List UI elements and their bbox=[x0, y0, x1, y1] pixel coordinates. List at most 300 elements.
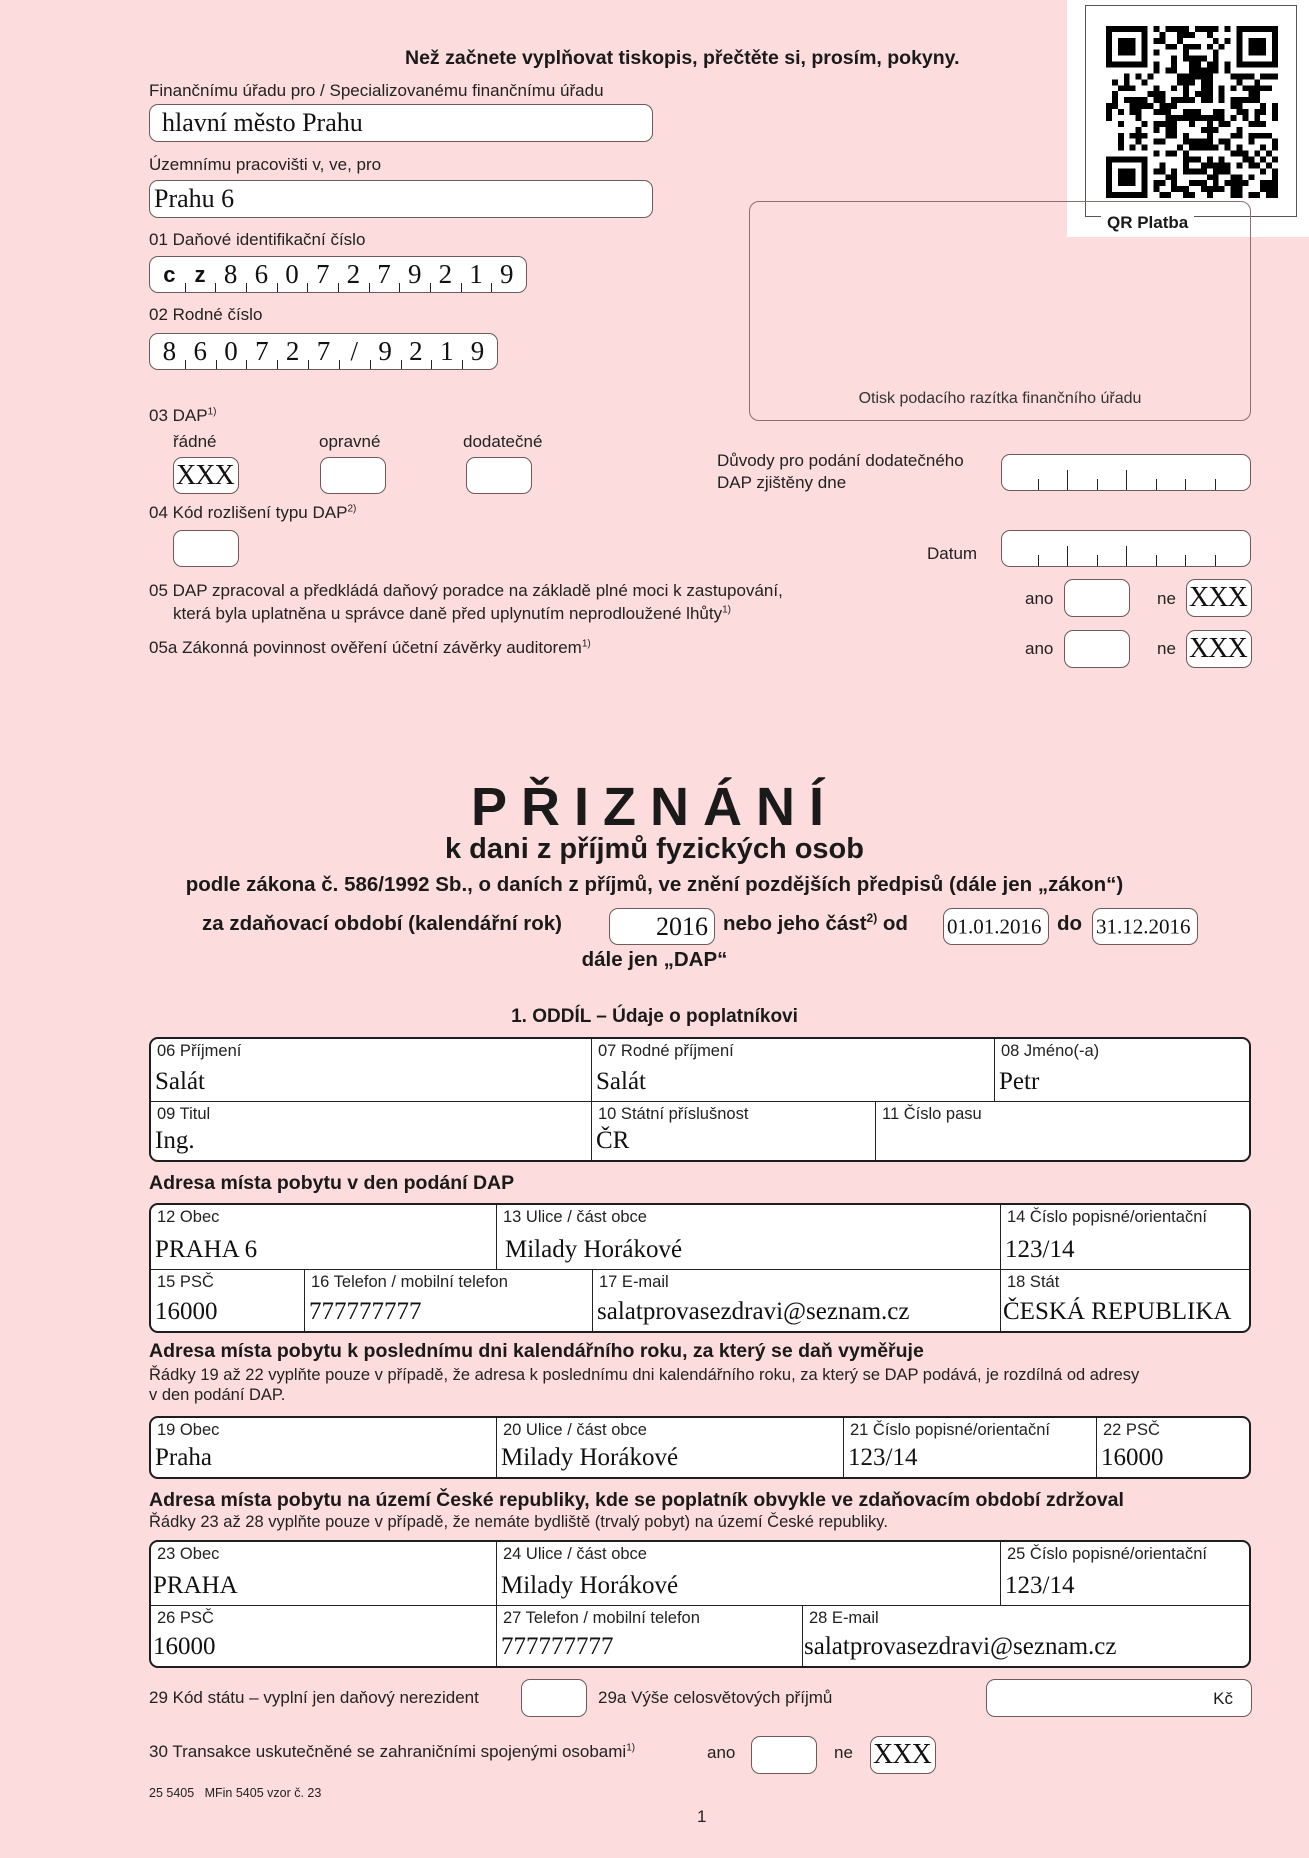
instruction-header: Než začnete vyplňovat tiskopis, přečtěte si, prosím, pokyny. bbox=[405, 47, 960, 69]
birth-surname-cell[interactable] bbox=[592, 1039, 994, 1101]
qr-module bbox=[1236, 192, 1242, 198]
filing-city-label: 12 Obec bbox=[157, 1208, 220, 1226]
qr-module bbox=[1118, 121, 1124, 127]
period-to-field[interactable] bbox=[1092, 908, 1198, 945]
qr-label: QR Platba bbox=[1101, 213, 1194, 233]
dap-type-label-text: 03 DAP bbox=[149, 406, 208, 425]
tax-id-field[interactable] bbox=[149, 256, 527, 293]
qr-module bbox=[1177, 97, 1183, 103]
birth-surname-value: Salát bbox=[596, 1068, 646, 1095]
qr-module bbox=[1213, 180, 1219, 186]
qr-module bbox=[1136, 127, 1142, 133]
filing-country-label: 18 Stát bbox=[1007, 1273, 1060, 1291]
filing-email-value: salatprovasezdravi@seznam.cz bbox=[597, 1298, 910, 1325]
passport-cell[interactable] bbox=[876, 1102, 1249, 1160]
qr-module bbox=[1106, 103, 1112, 109]
qr-module bbox=[1201, 68, 1207, 74]
qr-module bbox=[1183, 44, 1189, 50]
qr-module bbox=[1118, 168, 1136, 186]
qr-module bbox=[1201, 180, 1207, 186]
address-cz-note: Řádky 23 až 28 vyplňte pouze v případě, že nemáte bydliště (trvalý pobyt) na území České republiky. bbox=[149, 1513, 888, 1531]
qr-module bbox=[1195, 44, 1201, 50]
ye-street-cell[interactable] bbox=[497, 1418, 843, 1477]
qr-module bbox=[1177, 145, 1183, 151]
qr-module bbox=[1207, 79, 1213, 85]
qr-module bbox=[1201, 127, 1207, 133]
qr-module bbox=[1219, 109, 1225, 115]
qr-module bbox=[1177, 38, 1183, 44]
date-comb-cell bbox=[1008, 531, 1038, 566]
cz-street-cell[interactable] bbox=[497, 1542, 1000, 1605]
qr-module bbox=[1225, 26, 1231, 32]
qr-module bbox=[1136, 133, 1142, 139]
qr-module bbox=[1225, 68, 1231, 74]
qr-module bbox=[1124, 73, 1130, 79]
ye-street-value: Milady Horákové bbox=[501, 1444, 679, 1471]
dap-code-field[interactable] bbox=[173, 530, 239, 567]
citizenship-cell[interactable] bbox=[592, 1102, 875, 1160]
birth-number-field[interactable] bbox=[149, 333, 498, 370]
qr-module bbox=[1142, 133, 1148, 139]
q29a-income-field[interactable] bbox=[986, 1679, 1252, 1717]
qr-module bbox=[1254, 121, 1260, 127]
qr-module bbox=[1201, 115, 1207, 121]
q05-yes-label: ano bbox=[1025, 589, 1054, 608]
date-comb-cell bbox=[1008, 455, 1038, 490]
qr-module bbox=[1165, 127, 1171, 133]
qr-module bbox=[1254, 151, 1260, 157]
qr-module bbox=[1171, 62, 1177, 68]
qr-module bbox=[1183, 151, 1189, 157]
qr-module bbox=[1189, 168, 1195, 174]
qr-module bbox=[1236, 103, 1242, 109]
comb-cell: 0 bbox=[216, 334, 247, 369]
dap-type-label bbox=[149, 406, 217, 426]
qr-module bbox=[1136, 73, 1142, 79]
qr-module bbox=[1236, 151, 1242, 157]
filing-phone-value: 777777777 bbox=[309, 1298, 422, 1325]
qr-module bbox=[1153, 85, 1159, 91]
qr-module bbox=[1207, 73, 1213, 79]
qr-module bbox=[1207, 91, 1213, 97]
filing-city-cell[interactable] bbox=[151, 1205, 496, 1269]
office-label: Finančnímu úřadu pro / Specializovanému finančnímu úřadu bbox=[149, 81, 604, 100]
qr-module bbox=[1171, 44, 1177, 50]
qr-module bbox=[1189, 156, 1195, 162]
dap-code-label bbox=[149, 503, 356, 523]
qr-module bbox=[1207, 156, 1213, 162]
qr-module bbox=[1159, 109, 1165, 115]
qr-module bbox=[1177, 73, 1183, 79]
qr-module bbox=[1236, 145, 1242, 151]
qr-module bbox=[1112, 97, 1118, 103]
qr-module bbox=[1266, 73, 1272, 79]
surname-label: 06 Příjmení bbox=[157, 1042, 242, 1060]
qr-module bbox=[1118, 85, 1124, 91]
qr-module bbox=[1201, 139, 1207, 145]
q05-no-box[interactable] bbox=[1186, 579, 1252, 617]
qr-module bbox=[1183, 73, 1189, 79]
qr-module bbox=[1189, 79, 1195, 85]
form-subtitle: k dani z příjmů fyzických osob bbox=[445, 833, 864, 865]
cz-email-cell[interactable] bbox=[803, 1606, 1249, 1666]
qr-module bbox=[1231, 192, 1237, 198]
qr-module bbox=[1254, 85, 1260, 91]
address-year-end-note-1: Řádky 19 až 22 vyplňte pouze v případě, že adresa k poslednímu dni kalendářního roku, za který se DAP podává, je rozdílná od adresy bbox=[149, 1366, 1140, 1384]
qr-module bbox=[1242, 85, 1248, 91]
ye-street-label: 20 Ulice / část obce bbox=[503, 1421, 647, 1439]
qr-module bbox=[1189, 97, 1195, 103]
q05a-no-box[interactable] bbox=[1186, 630, 1252, 668]
qr-module bbox=[1236, 133, 1242, 139]
qr-module bbox=[1266, 162, 1272, 168]
period-part-footnote: 2) bbox=[866, 911, 878, 926]
qr-module bbox=[1231, 180, 1237, 186]
q05a-yes-label: ano bbox=[1025, 639, 1054, 658]
qr-module bbox=[1189, 192, 1195, 198]
branch-value: Prahu 6 bbox=[154, 184, 235, 213]
qr-module bbox=[1266, 186, 1272, 192]
qr-module bbox=[1153, 127, 1159, 133]
date-comb-cell bbox=[1097, 455, 1127, 490]
qr-module bbox=[1165, 44, 1171, 50]
period-to-label: do bbox=[1057, 912, 1083, 935]
qr-module bbox=[1183, 156, 1189, 162]
qr-module bbox=[1213, 26, 1219, 32]
dap-option-regular-value: XXX bbox=[176, 459, 234, 491]
qr-module bbox=[1112, 91, 1118, 97]
qr-module bbox=[1130, 103, 1136, 109]
qr-module bbox=[1201, 145, 1207, 151]
qr-module bbox=[1242, 97, 1248, 103]
date-comb-cell bbox=[1156, 531, 1186, 566]
qr-module bbox=[1177, 115, 1183, 121]
date-field[interactable] bbox=[1001, 530, 1251, 567]
qr-module bbox=[1272, 145, 1278, 151]
qr-code-icon bbox=[1106, 26, 1278, 198]
tax-id-label: 01 Daňové identifikační číslo bbox=[149, 230, 366, 249]
filing-street-label: 13 Ulice / část obce bbox=[503, 1208, 647, 1226]
q05-text-line2-text: která byla uplatněna u správce daně před uplynutím neprodloužené lhůty bbox=[173, 604, 723, 623]
ye-city-cell[interactable] bbox=[151, 1418, 496, 1477]
address-cz-heading: Adresa místa pobytu na území České republiky, kde se poplatník obvykle ve zdaňovacím období zdržoval bbox=[149, 1489, 1124, 1511]
cz-zip-value: 16000 bbox=[153, 1633, 216, 1660]
qr-module bbox=[1236, 73, 1242, 79]
dap-option-supplementary-box[interactable] bbox=[466, 457, 532, 494]
qr-module bbox=[1171, 168, 1177, 174]
dap-abbreviation-note: dále jen „DAP“ bbox=[581, 948, 728, 971]
qr-module bbox=[1236, 180, 1242, 186]
comb-cell: 7 bbox=[308, 334, 339, 369]
office-field[interactable] bbox=[149, 104, 653, 142]
qr-module bbox=[1165, 192, 1171, 198]
q29-label: 29 Kód státu – vyplní jen daňový nerezident bbox=[149, 1688, 479, 1707]
qr-module bbox=[1189, 180, 1195, 186]
qr-module bbox=[1195, 109, 1201, 115]
period-from-value: 01.01.2016 bbox=[947, 914, 1042, 938]
qr-module bbox=[1183, 26, 1189, 32]
qr-module bbox=[1248, 121, 1254, 127]
q05-text-line2 bbox=[173, 604, 731, 624]
q05a-text bbox=[149, 638, 591, 658]
qr-module bbox=[1177, 26, 1183, 32]
period-label: za zdaňovací období (kalendářní rok) bbox=[202, 912, 562, 935]
qr-module bbox=[1260, 180, 1266, 186]
cz-number-cell[interactable] bbox=[1001, 1542, 1249, 1605]
qr-module bbox=[1153, 168, 1159, 174]
filing-country-cell[interactable] bbox=[1001, 1270, 1249, 1331]
address-year-end-heading: Adresa místa pobytu k poslednímu dni kalendářního roku, za který se daň vyměřuje bbox=[149, 1340, 924, 1362]
qr-module bbox=[1189, 145, 1195, 151]
qr-module bbox=[1195, 145, 1201, 151]
qr-module bbox=[1165, 109, 1171, 115]
qr-module bbox=[1207, 162, 1213, 168]
qr-module bbox=[1195, 156, 1201, 162]
qr-module bbox=[1195, 180, 1201, 186]
qr-module bbox=[1148, 103, 1154, 109]
citizenship-label: 10 Státní příslušnost bbox=[598, 1105, 749, 1123]
cz-city-cell[interactable] bbox=[151, 1542, 496, 1605]
comb-cell: 9 bbox=[491, 257, 522, 292]
qr-module bbox=[1207, 26, 1213, 32]
qr-module bbox=[1142, 103, 1148, 109]
branch-label: Územnímu pracovišti v, ve, pro bbox=[149, 155, 382, 174]
dap-option-corrective-label: opravné bbox=[319, 432, 381, 451]
qr-module bbox=[1225, 121, 1231, 127]
qr-module bbox=[1231, 151, 1237, 157]
qr-module bbox=[1195, 91, 1201, 97]
qr-module bbox=[1207, 145, 1213, 151]
ye-number-value: 123/14 bbox=[848, 1444, 918, 1471]
cz-phone-label: 27 Telefon / mobilní telefon bbox=[503, 1609, 700, 1627]
qr-module bbox=[1171, 127, 1177, 133]
qr-module bbox=[1201, 26, 1207, 32]
qr-module bbox=[1248, 174, 1254, 180]
q30-yes-label: ano bbox=[707, 1743, 736, 1762]
qr-module bbox=[1153, 186, 1159, 192]
qr-module bbox=[1195, 68, 1201, 74]
qr-module bbox=[1177, 186, 1183, 192]
qr-module bbox=[1254, 79, 1260, 85]
filing-number-cell[interactable] bbox=[1001, 1205, 1249, 1269]
qr-module bbox=[1130, 97, 1136, 103]
qr-module bbox=[1248, 97, 1254, 103]
qr-module bbox=[1201, 97, 1207, 103]
qr-module bbox=[1189, 73, 1195, 79]
qr-module bbox=[1207, 192, 1213, 198]
qr-module bbox=[1159, 121, 1165, 127]
filing-street-cell[interactable] bbox=[497, 1205, 1000, 1269]
qr-module bbox=[1231, 115, 1237, 121]
qr-module bbox=[1213, 145, 1219, 151]
branch-field[interactable] bbox=[149, 180, 653, 218]
cz-phone-cell[interactable] bbox=[497, 1606, 802, 1666]
q05-no-value: XXX bbox=[1189, 582, 1247, 613]
qr-module bbox=[1153, 139, 1159, 145]
filing-zip-cell[interactable] bbox=[151, 1270, 304, 1331]
date-comb-cell bbox=[1185, 531, 1215, 566]
qr-module bbox=[1189, 62, 1195, 68]
qr-module bbox=[1165, 26, 1171, 32]
qr-module bbox=[1207, 174, 1213, 180]
qr-module bbox=[1266, 180, 1272, 186]
qr-module bbox=[1254, 192, 1260, 198]
q30-no-label: ne bbox=[834, 1743, 853, 1762]
filing-phone-cell[interactable] bbox=[305, 1270, 592, 1331]
ye-zip-cell[interactable] bbox=[1097, 1418, 1249, 1477]
filing-email-cell[interactable] bbox=[593, 1270, 1000, 1331]
title-cell[interactable] bbox=[151, 1102, 591, 1160]
q30-no-value: XXX bbox=[873, 1739, 931, 1770]
qr-module bbox=[1260, 156, 1266, 162]
date-comb-cell bbox=[1038, 455, 1068, 490]
filing-country-value: ČESKÁ REPUBLIKA bbox=[1003, 1298, 1232, 1325]
dap-option-regular-box[interactable] bbox=[173, 457, 239, 494]
qr-module bbox=[1231, 174, 1237, 180]
qr-module bbox=[1213, 56, 1219, 62]
qr-module bbox=[1254, 162, 1260, 168]
qr-module bbox=[1236, 186, 1242, 192]
q29-country-code-field[interactable] bbox=[521, 1679, 587, 1717]
cz-city-value: PRAHA bbox=[153, 1572, 238, 1599]
qr-module bbox=[1207, 44, 1213, 50]
tax-year-field[interactable] bbox=[609, 908, 715, 945]
ye-city-value: Praha bbox=[155, 1444, 212, 1471]
qr-module bbox=[1177, 79, 1183, 85]
ye-number-cell[interactable] bbox=[844, 1418, 1096, 1477]
qr-module bbox=[1213, 50, 1219, 56]
qr-module bbox=[1153, 109, 1159, 115]
qr-module bbox=[1136, 139, 1142, 145]
q05-yes-box[interactable] bbox=[1064, 579, 1130, 617]
q05a-no-label: ne bbox=[1157, 639, 1176, 658]
period-part-label bbox=[723, 912, 908, 936]
cz-zip-cell[interactable] bbox=[151, 1606, 496, 1666]
qr-module bbox=[1171, 97, 1177, 103]
comb-cell: 8 bbox=[162, 336, 177, 366]
qr-module bbox=[1159, 168, 1165, 174]
qr-module bbox=[1201, 79, 1207, 85]
qr-module bbox=[1254, 91, 1260, 97]
qr-module bbox=[1260, 73, 1266, 79]
qr-module bbox=[1189, 121, 1195, 127]
address-filing-table bbox=[149, 1203, 1251, 1333]
cz-email-label: 28 E-mail bbox=[809, 1609, 879, 1627]
qr-module bbox=[1159, 32, 1165, 38]
qr-module bbox=[1219, 91, 1225, 97]
qr-module bbox=[1183, 91, 1189, 97]
qr-module bbox=[1189, 115, 1195, 121]
dap-option-regular-label: řádné bbox=[173, 432, 217, 451]
qr-module bbox=[1231, 85, 1237, 91]
q30-no-box[interactable] bbox=[870, 1736, 936, 1774]
qr-module bbox=[1201, 56, 1207, 62]
qr-module bbox=[1124, 79, 1130, 85]
first-name-label: 08 Jméno(-a) bbox=[1001, 1042, 1100, 1060]
qr-module bbox=[1207, 97, 1213, 103]
filing-zip-label: 15 PSČ bbox=[157, 1273, 214, 1291]
qr-module bbox=[1165, 151, 1171, 157]
qr-module bbox=[1248, 91, 1254, 97]
qr-module bbox=[1248, 73, 1254, 79]
qr-module bbox=[1106, 115, 1112, 121]
qr-module bbox=[1236, 109, 1242, 115]
dap-code-footnote: 2) bbox=[347, 503, 357, 515]
qr-module bbox=[1165, 133, 1171, 139]
qr-module bbox=[1231, 186, 1237, 192]
qr-module bbox=[1124, 97, 1130, 103]
qr-module bbox=[1118, 38, 1136, 56]
qr-module bbox=[1159, 97, 1165, 103]
qr-module bbox=[1219, 97, 1225, 103]
date-comb-cell bbox=[1067, 531, 1097, 566]
qr-module bbox=[1136, 115, 1142, 121]
reasons-date-field[interactable] bbox=[1001, 454, 1251, 491]
comb-cell: z bbox=[185, 257, 216, 292]
qr-module bbox=[1207, 68, 1213, 74]
qr-module bbox=[1272, 192, 1278, 198]
period-from-field[interactable] bbox=[943, 908, 1049, 945]
qr-module bbox=[1130, 85, 1136, 91]
qr-module bbox=[1183, 162, 1189, 168]
qr-module bbox=[1195, 26, 1201, 32]
qr-module bbox=[1171, 151, 1177, 157]
qr-module bbox=[1130, 109, 1136, 115]
qr-module bbox=[1272, 174, 1278, 180]
qr-module bbox=[1266, 85, 1272, 91]
address-year-end-note-2: v den podání DAP. bbox=[149, 1386, 286, 1404]
taxpayer-table bbox=[149, 1037, 1251, 1162]
qr-module bbox=[1165, 115, 1171, 121]
qr-module bbox=[1195, 62, 1201, 68]
citizenship-value: ČR bbox=[596, 1127, 630, 1154]
qr-module bbox=[1260, 168, 1266, 174]
qr-module bbox=[1165, 121, 1171, 127]
qr-module bbox=[1236, 174, 1242, 180]
q05a-no-value: XXX bbox=[1189, 633, 1247, 664]
date-comb-cell bbox=[1156, 455, 1186, 490]
qr-frame bbox=[1085, 5, 1297, 217]
qr-module bbox=[1112, 79, 1118, 85]
qr-module bbox=[1183, 109, 1189, 115]
q30-yes-box[interactable] bbox=[751, 1736, 817, 1774]
qr-module bbox=[1130, 145, 1136, 151]
qr-module bbox=[1260, 85, 1266, 91]
qr-module bbox=[1153, 97, 1159, 103]
qr-module bbox=[1195, 73, 1201, 79]
qr-module bbox=[1142, 121, 1148, 127]
qr-module bbox=[1207, 186, 1213, 192]
first-name-cell[interactable] bbox=[995, 1039, 1249, 1101]
address-filing-heading: Adresa místa pobytu v den podání DAP bbox=[149, 1172, 515, 1194]
q30-label bbox=[149, 1742, 635, 1762]
dap-option-corrective-box[interactable] bbox=[320, 457, 386, 494]
qr-module bbox=[1231, 133, 1237, 139]
qr-module bbox=[1148, 91, 1154, 97]
qr-module bbox=[1136, 109, 1142, 115]
comb-cell: 7 bbox=[246, 334, 277, 369]
cz-number-label: 25 Číslo popisné/orientační bbox=[1007, 1545, 1207, 1563]
comb-cell: 9 bbox=[370, 334, 401, 369]
qr-module bbox=[1213, 174, 1219, 180]
qr-module bbox=[1213, 186, 1219, 192]
surname-cell[interactable] bbox=[151, 1039, 591, 1101]
qr-module bbox=[1195, 115, 1201, 121]
qr-module bbox=[1242, 115, 1248, 121]
cz-zip-label: 26 PSČ bbox=[157, 1609, 214, 1627]
qr-module bbox=[1272, 168, 1278, 174]
q05a-yes-box[interactable] bbox=[1064, 630, 1130, 668]
